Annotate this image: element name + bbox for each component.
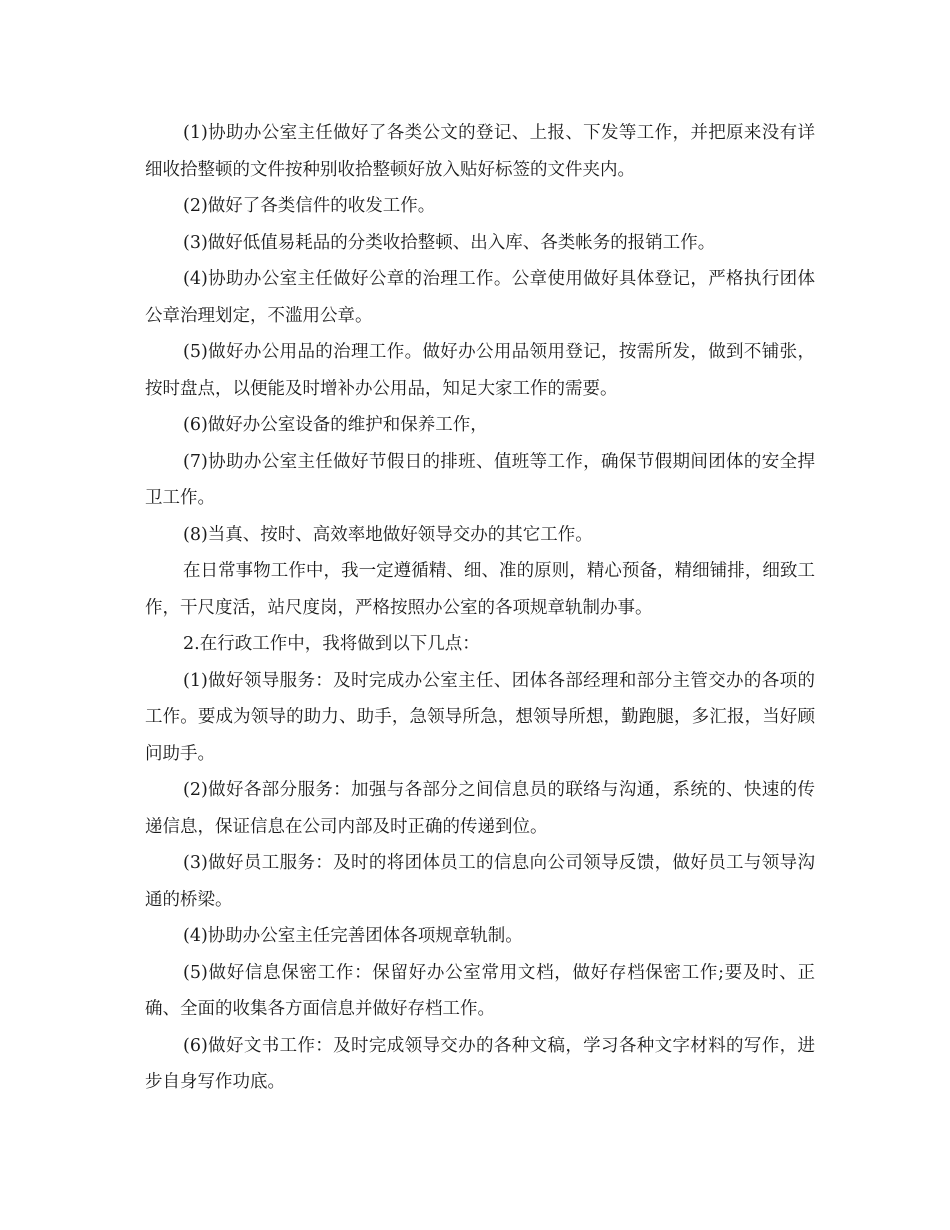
document-body [145, 115, 815, 1101]
paragraph: (4)协助办公室主任完善团体各项规章轨制。 [183, 926, 523, 946]
paragraph: (6)做好文书工作：及时完成领导交办的各种文稿，学习各种文字材料的写作，进步自身写作功底。 [145, 1035, 815, 1092]
paragraph: (2)做好了各类信件的收发工作。 [183, 196, 436, 216]
paragraph: (1)做好领导服务：及时完成办公室主任、团体各部经理和部分主管交办的各项的工作。要成为领导的助力、助手，急领导所急，想领导所想，勤跑腿，多汇报，当好顾问助手。 [145, 670, 815, 764]
paragraph: (6)做好办公室设备的维护和保养工作， [183, 415, 488, 435]
paragraph: 在日常事物工作中，我一定遵循精、细、准的原则，精心预备，精细铺排，细致工作，干尺度活，站尺度岗，严格按照办公室的各项规章轨制办事。 [145, 561, 815, 618]
paragraph: (1)协助办公室主任做好了各类公文的登记、上报、下发等工作，并把原来没有详细收拾整顿的文件按种别收拾整顿好放入贴好标签的文件夹内。 [145, 123, 815, 180]
paragraph: (3)做好员工服务：及时的将团体员工的信息向公司领导反馈，做好员工与领导沟通的桥梁。 [145, 853, 815, 910]
paragraph: (7)协助办公室主任做好节假日的排班、值班等工作，确保节假期间团体的安全捍卫工作。 [145, 451, 815, 508]
paragraph: (3)做好低值易耗品的分类收拾整顿、出入库、各类帐务的报销工作。 [183, 232, 716, 253]
paragraph: (5)做好信息保密工作：保留好办公室常用文档，做好存档保密工作;要及时、正确、全面的收集各方面信息并做好存档工作。 [145, 962, 815, 1019]
paragraph: (4)协助办公室主任做好公章的治理工作。公章使用做好具体登记，严格执行团体公章治理划定，不滥用公章。 [145, 269, 815, 326]
paragraph: (2)做好各部分服务：加强与各部分之间信息员的联络与沟通，系统的、快速的传递信息，保证信息在公司内部及时正确的传递到位。 [145, 780, 815, 837]
section-heading: 2.在行政工作中，我将做到以下几点： [183, 634, 480, 654]
paragraph: (5)做好办公用品的治理工作。做好办公用品领用登记，按需所发，做到不铺张，按时盘点，以便能及时增补办公用品，知足大家工作的需要。 [145, 342, 815, 399]
paragraph: (8)当真、按时、高效率地做好领导交办的其它工作。 [183, 524, 593, 545]
